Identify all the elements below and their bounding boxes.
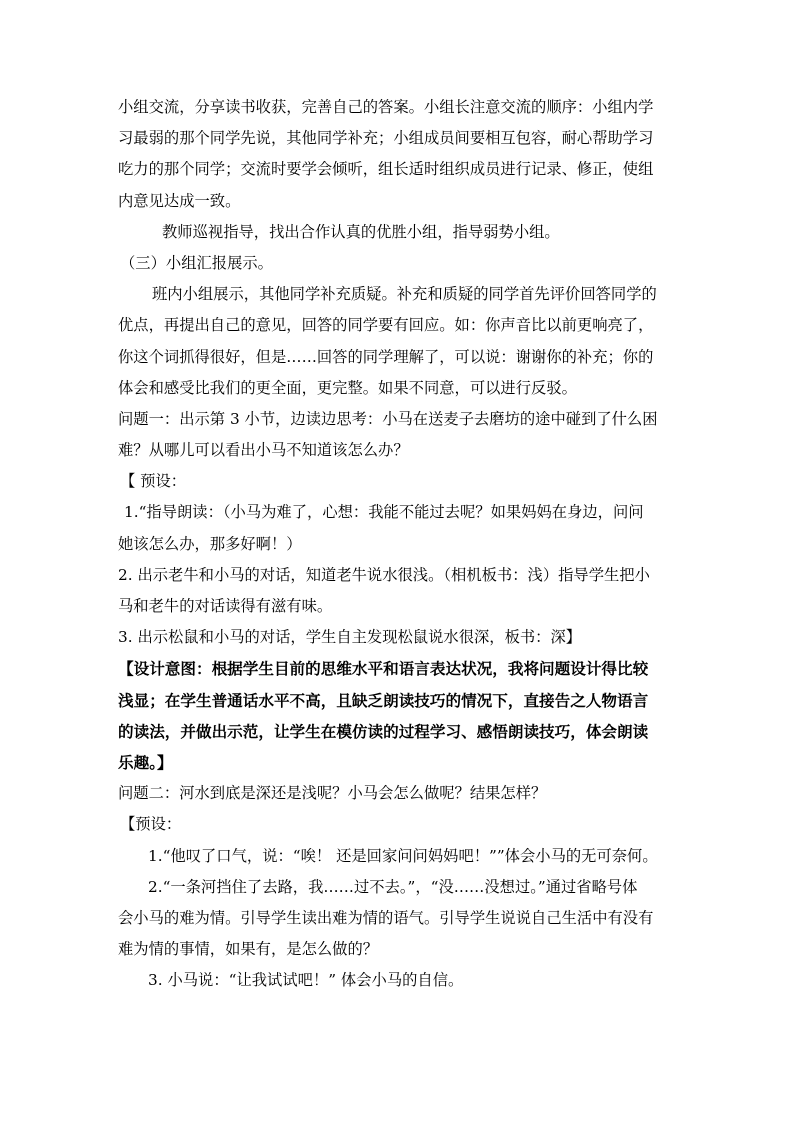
text-line: 难为情的事情，如果有，是怎么做的？: [118, 940, 379, 959]
text-line: 马和老牛的对话读得有滋有味。: [118, 597, 333, 615]
text-line: （三）小组汇报展示。: [120, 253, 273, 272]
text-line: 3. 出示松鼠和小马的对话，学生自主发现松鼠说水很深，板书：深】: [118, 628, 582, 647]
design-intent-line: 的读法，并做出示范，让学生在模仿读的过程学习、感悟朗读技巧，体会朗读: [118, 721, 649, 741]
text-line: 1.“指导朗读：（小马为难了，心想：我能不能过去呢？如果妈妈在身边，问问: [124, 503, 644, 522]
text-line: 体会和感受比我们的更全面，更完整。如果不同意，可以进行反驳。: [118, 378, 577, 397]
text-line: 习最弱的那个同学先说，其他同学补充；小组成员间要相互包容，耐心帮助学习: [118, 129, 654, 148]
text-line: 2. 出示老牛和小马的对话，知道老牛说水很浅。（相机板书：浅）指导学生把小: [118, 565, 650, 584]
text-line: 她该怎么办，那多好啊！）: [118, 534, 302, 553]
design-intent-line: 乐趣。】: [118, 752, 173, 772]
text-line: 【 预设：: [120, 472, 187, 491]
design-intent-line: 【设计意图：根据学生目前的思维水平和语言表达状况，我将问题设计得比较: [118, 659, 649, 679]
text-line: 优点，再提出自己的意见，回答的同学要有回应。如：你声音比以前更响亮了，: [118, 316, 654, 335]
design-intent-line: 浅显；在学生普通话水平不高，且缺乏朗读技巧的情况下，直接告之人物语言: [118, 690, 649, 710]
text-line: 吃力的那个同学；交流时要学会倾听，组长适时组织成员进行记录、修正，使组: [118, 160, 654, 179]
text-line: 班内小组展示，其他同学补充质疑。补充和质疑的同学首先评价回答同学的: [152, 285, 657, 304]
text-line: 教师巡视指导，找出合作认真的优胜小组，指导弱势小组。: [162, 222, 560, 241]
text-line: 2.“一条河挡住了去路，我……过不去。”，“没……没想过。”通过省略号体: [148, 877, 638, 896]
text-line: 问题一：出示第 3 小节，边读边思考：小马在送麦子去磨坊的途中碰到了什么困: [118, 409, 658, 428]
text-line: 小组交流，分享读书收获，完善自己的答案。小组长注意交流的顺序：小组内学: [118, 98, 654, 116]
text-line: 【预设：: [120, 815, 182, 834]
text-line: 3. 小马说：“让我试试吧！” 体会小马的自信。: [148, 971, 464, 990]
text-line: 内意见达成一致。: [118, 191, 241, 210]
text-line: 问题二：河水到底是深还是浅呢？小马会怎么做呢？结果怎样？: [118, 784, 547, 803]
text-line: 难？从哪儿可以看出小马不知道该怎么办？: [118, 441, 409, 460]
text-line: 你这个词抓得很好，但是……回答的同学理解了，可以说：谢谢你的补充；你的: [118, 347, 654, 366]
text-line: 1.“他叹了口气，说：“唉！ 还是回家问问妈妈吧！””体会小马的无可奈何。: [148, 846, 658, 865]
text-line: 会小马的难为情。引导学生读出难为情的语气。引导学生说说自己生活中有没有: [118, 908, 654, 927]
document-page: [118, 92, 693, 996]
